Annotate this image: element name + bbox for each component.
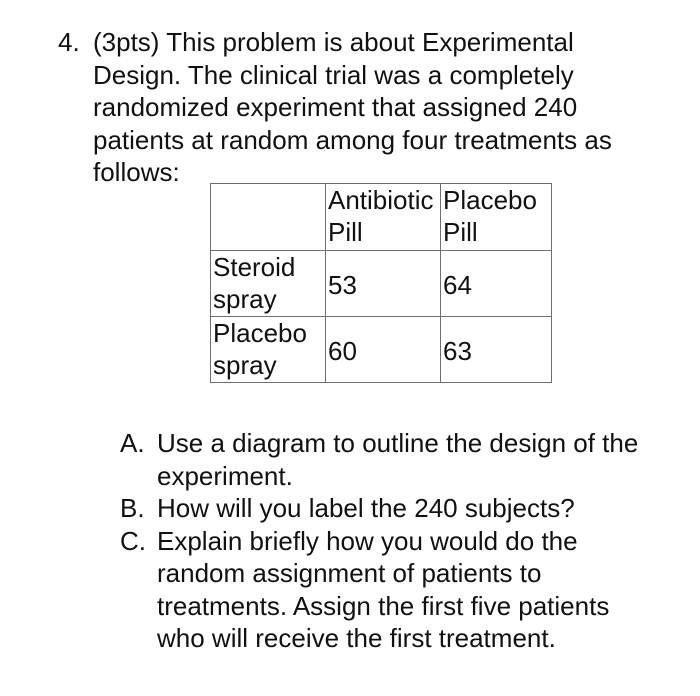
subquestion-line: How will you label the 240 subjects? bbox=[157, 493, 575, 523]
row-header-steroid-spray bbox=[211, 251, 326, 317]
table-row bbox=[211, 251, 552, 317]
subquestion-line: who will receive the first treatment. bbox=[157, 623, 556, 653]
problem-text-line: follows: bbox=[93, 157, 180, 187]
treatment-allocation-table bbox=[210, 183, 552, 383]
table-cell-count: 53 bbox=[326, 251, 441, 317]
subquestion-line: Explain briefly how you would do the bbox=[157, 525, 578, 556]
table-cell-count: 63 bbox=[441, 317, 552, 383]
subquestion-line: treatments. Assign the first five patients bbox=[157, 590, 610, 621]
subquestion-a bbox=[120, 427, 680, 492]
subquestion-letter: A. bbox=[120, 428, 145, 458]
row-header-line: spray bbox=[213, 284, 277, 314]
subquestion-line: Use a diagram to outline the design of the bbox=[157, 428, 639, 458]
problem-text bbox=[93, 26, 678, 189]
column-header-line: Placebo bbox=[443, 185, 537, 215]
problem-text-line: randomized experiment that assigned 240 bbox=[93, 92, 578, 122]
column-header-placebo-pill bbox=[441, 184, 552, 251]
row-header-line: Steroid bbox=[213, 252, 296, 282]
row-header-placebo-spray bbox=[211, 317, 326, 383]
table-header-row bbox=[211, 184, 552, 251]
table-cell-count: 60 bbox=[326, 317, 441, 383]
row-header-line: spray bbox=[213, 350, 277, 380]
column-header-line: Pill bbox=[328, 217, 363, 247]
problem-text-line: Design. The clinical trial was a completely bbox=[93, 59, 574, 90]
subquestion-letter: B. bbox=[120, 493, 145, 523]
table-row bbox=[211, 317, 552, 383]
table-corner-cell bbox=[211, 184, 326, 251]
problem-text-line: patients at random among four treatments as bbox=[93, 124, 612, 155]
subquestion-list bbox=[120, 427, 680, 655]
subquestion-c bbox=[120, 525, 680, 655]
row-header-line: Placebo bbox=[213, 318, 307, 348]
subquestion-line: random assignment of patients to bbox=[157, 558, 542, 588]
subquestion-letter: C. bbox=[120, 525, 146, 556]
table-cell-count: 64 bbox=[441, 251, 552, 317]
subquestion-line: experiment. bbox=[157, 460, 293, 491]
column-header-antibiotic-pill bbox=[326, 184, 441, 251]
subquestion-b bbox=[120, 492, 680, 525]
column-header-line: Pill bbox=[443, 217, 478, 247]
column-header-line: Antibiotic bbox=[328, 185, 434, 215]
problem-number: 4. bbox=[58, 27, 80, 57]
problem-text-line: (3pts) This problem is about Experimental bbox=[93, 27, 574, 57]
